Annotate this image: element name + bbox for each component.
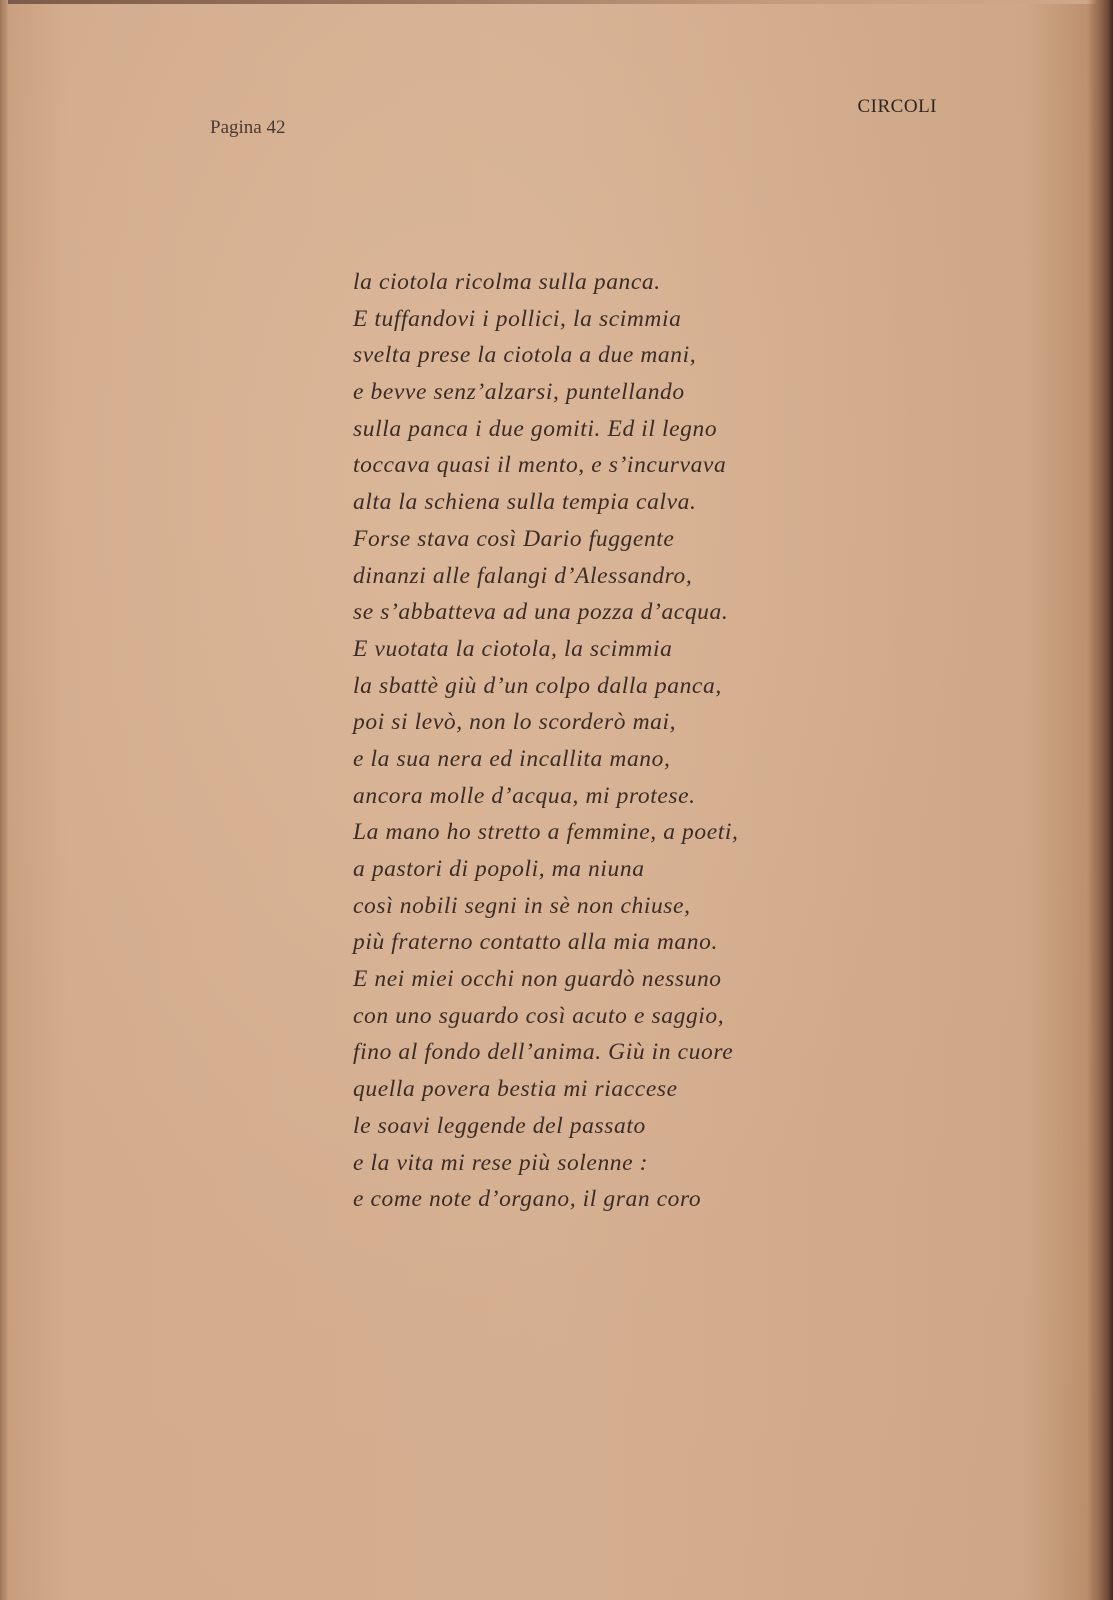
poem-line: E tuffandovi i pollici, la scimmia [353, 305, 682, 332]
poem-line: e la vita mi rese più solenne : [353, 1149, 649, 1176]
poem-line: ancora molle d’acqua, mi protese. [353, 782, 696, 809]
page-right-edge [1087, 0, 1113, 1600]
poem-line: le soavi leggende del passato [353, 1112, 646, 1139]
poem-line: alta la schiena sulla tempia calva. [353, 489, 697, 516]
page-left-edge [0, 0, 8, 1600]
running-header: CIRCOLI [857, 96, 937, 117]
poem-line: e come note d’organo, il gran coro [353, 1186, 702, 1213]
poem-line: dinanzi alle falangi d’Alessandro, [353, 562, 693, 589]
poem-line: sulla panca i due gomiti. Ed il legno [353, 415, 718, 442]
poem-text [353, 264, 853, 1218]
poem-line: quella povera bestia mi riaccese [353, 1076, 678, 1103]
poem-line: E nei miei occhi non guardò nessuno [353, 966, 722, 993]
poem-line: a pastori di popoli, ma niuna [353, 856, 645, 882]
page-top-edge [0, 0, 1113, 4]
poem-line: poi si levò, non lo scorderò mai, [353, 709, 677, 736]
poem-line: così nobili segni in sè non chiuse, [353, 892, 691, 919]
poem-line: svelta prese la ciotola a due mani, [353, 342, 697, 369]
poem-line: se s’abbatteva ad una pozza d’acqua. [353, 599, 729, 626]
poem-line: la ciotola ricolma sulla panca. [353, 269, 661, 295]
poem-line: con uno sguardo così acuto e saggio, [353, 1002, 725, 1029]
poem-line: e la sua nera ed incallita mano, [353, 745, 671, 772]
poem-line: La mano ho stretto a femmine, a poeti, [353, 819, 739, 846]
poem-line: toccava quasi il mento, e s’incurvava [353, 452, 727, 479]
poem-line: Forse stava così Dario fuggente [353, 525, 675, 552]
poem-line: e bevve senz’alzarsi, puntellando [353, 379, 685, 406]
poem-line: più fraterno contatto alla mia mano. [353, 929, 718, 956]
poem-line: E vuotata la ciotola, la scimmia [353, 635, 673, 662]
poem-line: la sbattè giù d’un colpo dalla panca, [353, 672, 722, 699]
page-number: Pagina 42 [210, 117, 286, 138]
poem-line: fino al fondo dell’anima. Giù in cuore [353, 1039, 734, 1066]
